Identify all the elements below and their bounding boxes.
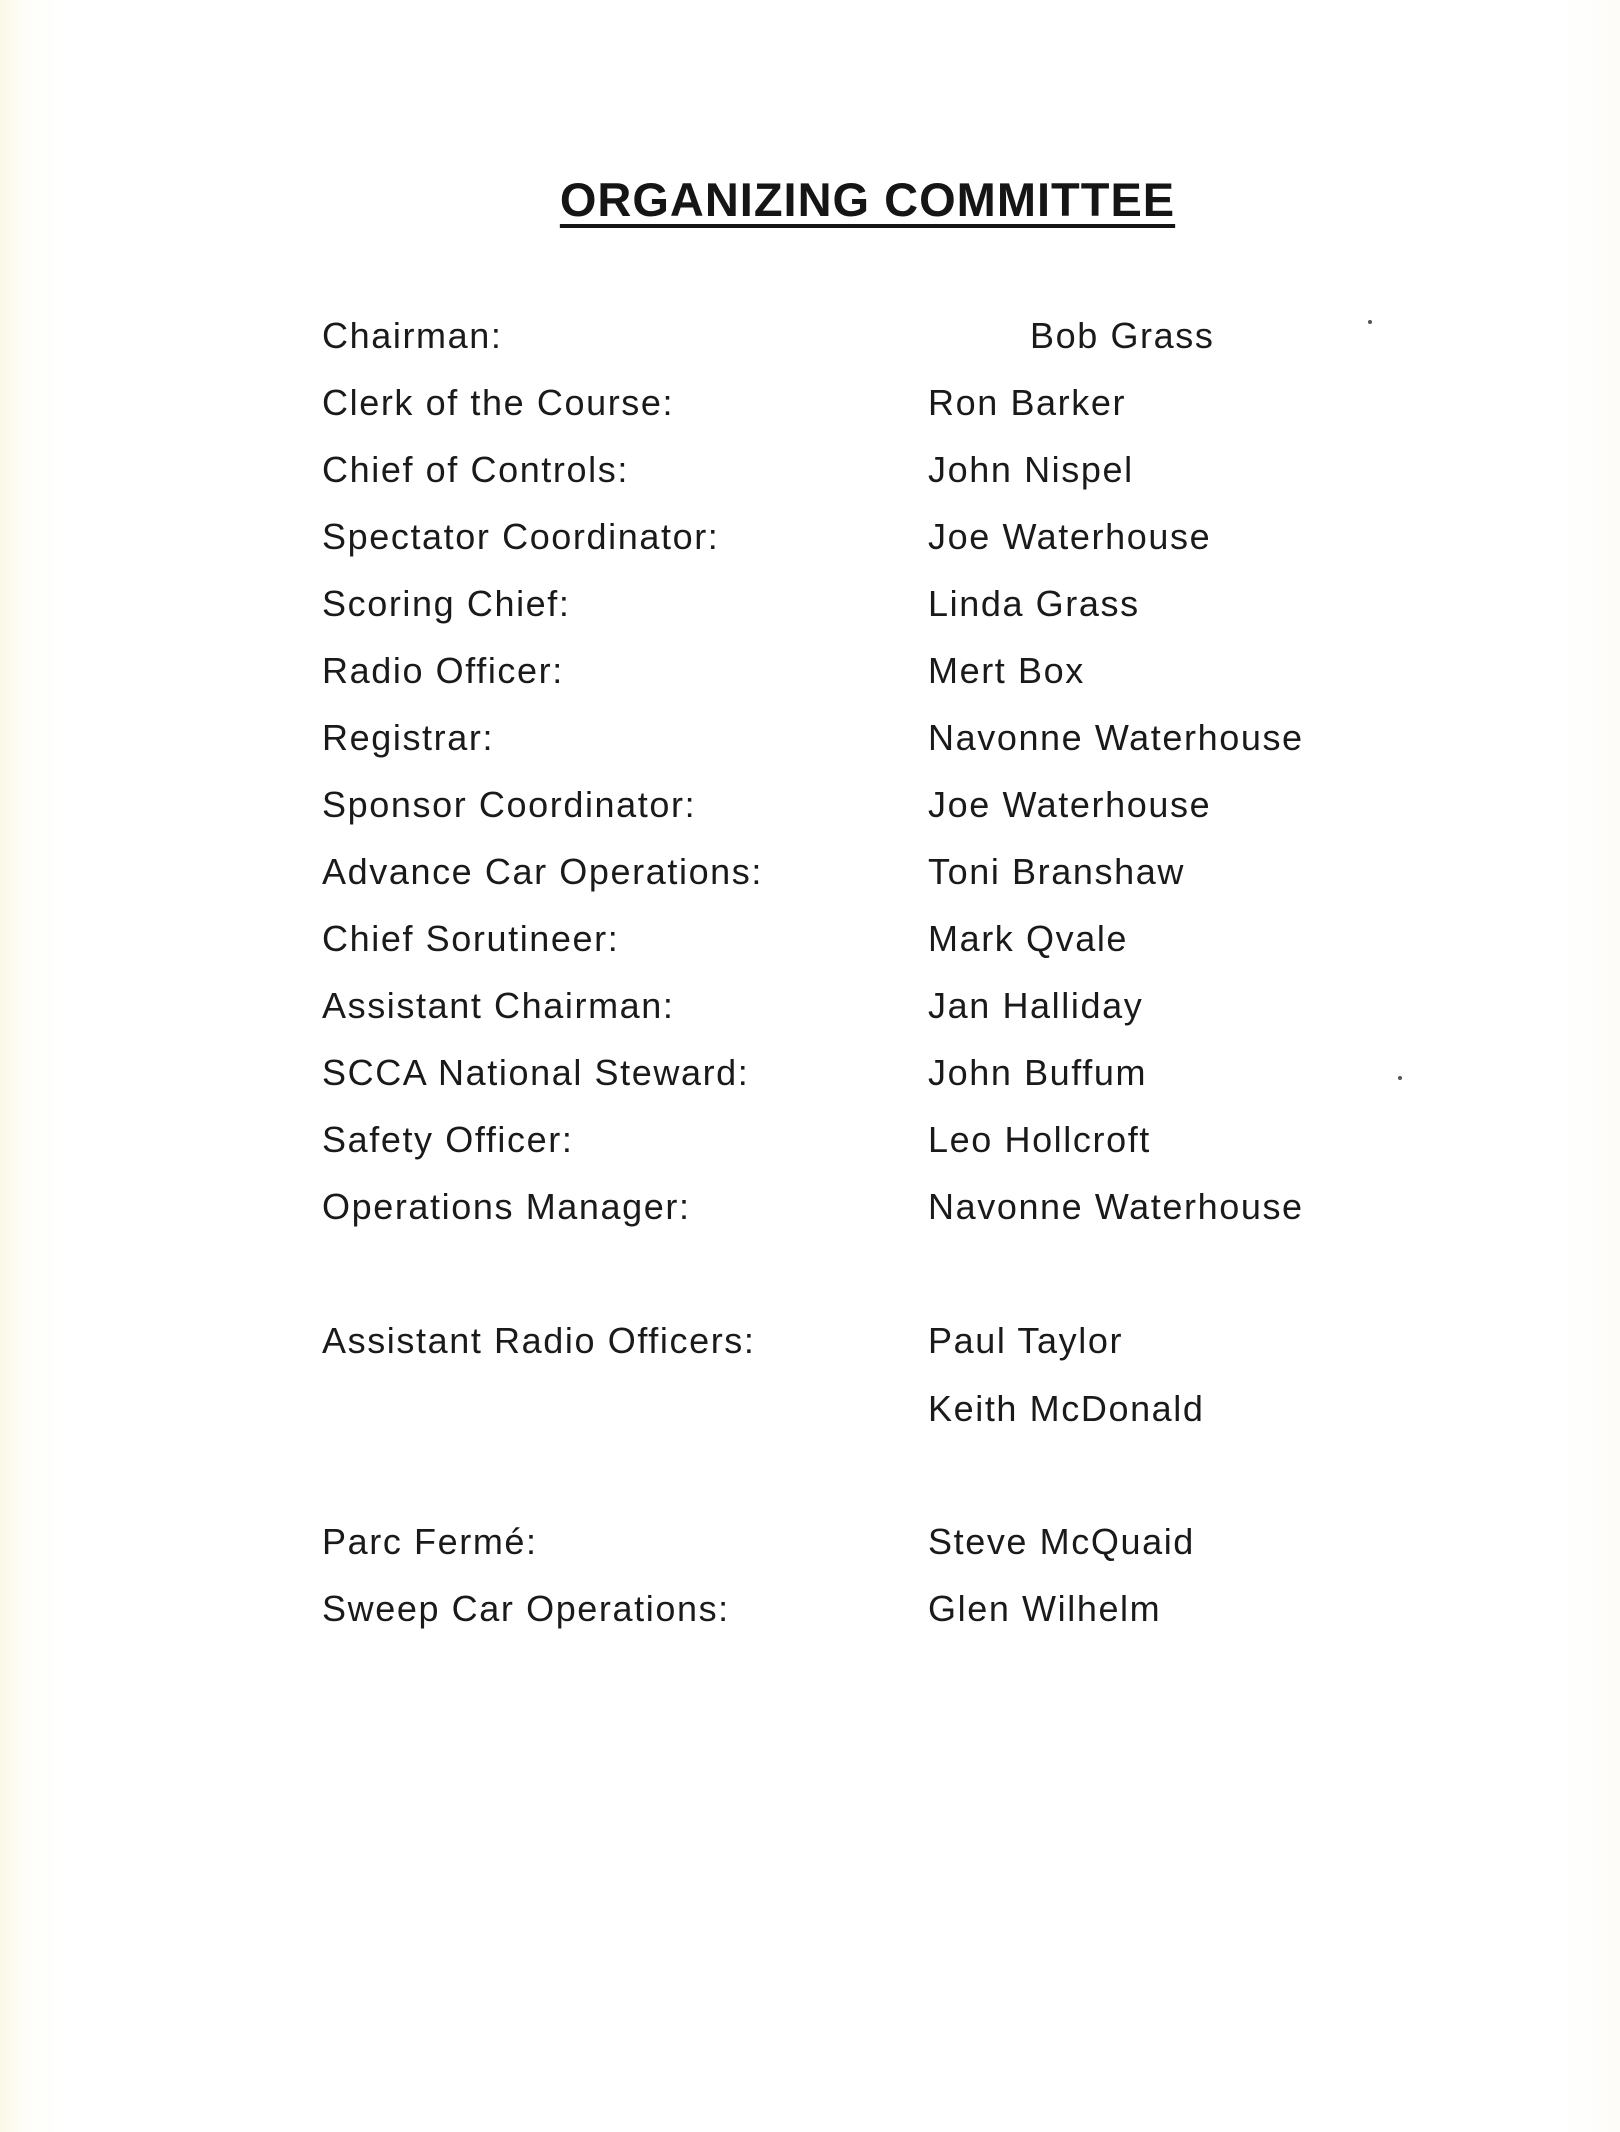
role-label: Safety Officer:: [322, 1119, 574, 1160]
committee-row-sweep-car-operations: [0, 1584, 1620, 1634]
committee-row-scca-national-steward: [0, 1048, 1620, 1098]
committee-row-radio-officer: [0, 646, 1620, 696]
role-label: Operations Manager:: [322, 1186, 691, 1227]
role-label: Chairman:: [322, 315, 503, 356]
committee-row-clerk-of-course: [0, 378, 1620, 428]
member-name: Joe Waterhouse: [928, 516, 1212, 557]
page-title: ORGANIZING COMMITTEE: [559, 173, 1176, 226]
committee-row-parc-ferme: [0, 1517, 1620, 1567]
member-name: Mark Qvale: [928, 918, 1129, 959]
committee-row-assistant-radio-officers: [0, 1316, 1620, 1366]
member-name: Navonne Waterhouse: [928, 717, 1304, 758]
member-name: Bob Grass: [1030, 315, 1215, 356]
committee-row-sponsor-coordinator: [0, 780, 1620, 830]
member-name: Ron Barker: [928, 382, 1127, 423]
member-name: Toni Branshaw: [928, 851, 1185, 892]
committee-row-assistant-radio-officers-2: [0, 1384, 1620, 1434]
committee-row-operations-manager: [0, 1182, 1620, 1232]
role-label: Chief of Controls:: [322, 449, 629, 490]
member-name: Mert Box: [928, 650, 1085, 691]
role-label: SCCA National Steward:: [322, 1052, 750, 1093]
role-label: Assistant Chairman:: [322, 985, 675, 1026]
committee-row-chairman: [0, 311, 1620, 361]
role-label: Sweep Car Operations:: [322, 1588, 730, 1629]
member-name: Navonne Waterhouse: [928, 1186, 1304, 1227]
member-name: Jan Halliday: [928, 985, 1144, 1026]
member-name: Keith McDonald: [928, 1388, 1205, 1429]
member-name: Leo Hollcroft: [928, 1119, 1151, 1160]
member-name: John Buffum: [928, 1052, 1148, 1093]
scan-speck: [1368, 320, 1372, 324]
role-label: Assistant Radio Officers:: [322, 1320, 756, 1361]
committee-row-registrar: [0, 713, 1620, 763]
scan-speck: [1398, 1076, 1402, 1080]
committee-row-advance-car-operations: [0, 847, 1620, 897]
committee-row-chief-of-controls: [0, 445, 1620, 495]
member-name: Glen Wilhelm: [928, 1588, 1162, 1629]
role-label: Scoring Chief:: [322, 583, 571, 624]
member-name: Steve McQuaid: [928, 1521, 1195, 1562]
member-name: John Nispel: [928, 449, 1134, 490]
role-label: Chief Sorutineer:: [322, 918, 620, 959]
role-label: Radio Officer:: [322, 650, 564, 691]
committee-row-chief-scrutineer: [0, 914, 1620, 964]
role-label: Registrar:: [322, 717, 495, 758]
committee-row-scoring-chief: [0, 579, 1620, 629]
committee-row-spectator-coordinator: [0, 512, 1620, 562]
role-label: Clerk of the Course:: [322, 382, 675, 423]
member-name: Paul Taylor: [928, 1320, 1124, 1361]
role-label: Sponsor Coordinator:: [322, 784, 697, 825]
member-name: Joe Waterhouse: [928, 784, 1212, 825]
member-name: Linda Grass: [928, 583, 1140, 624]
role-label: Parc Fermé:: [322, 1521, 538, 1562]
committee-row-assistant-chairman: [0, 981, 1620, 1031]
role-label: Spectator Coordinator:: [322, 516, 720, 557]
committee-row-safety-officer: [0, 1115, 1620, 1165]
role-label: Advance Car Operations:: [322, 851, 764, 892]
